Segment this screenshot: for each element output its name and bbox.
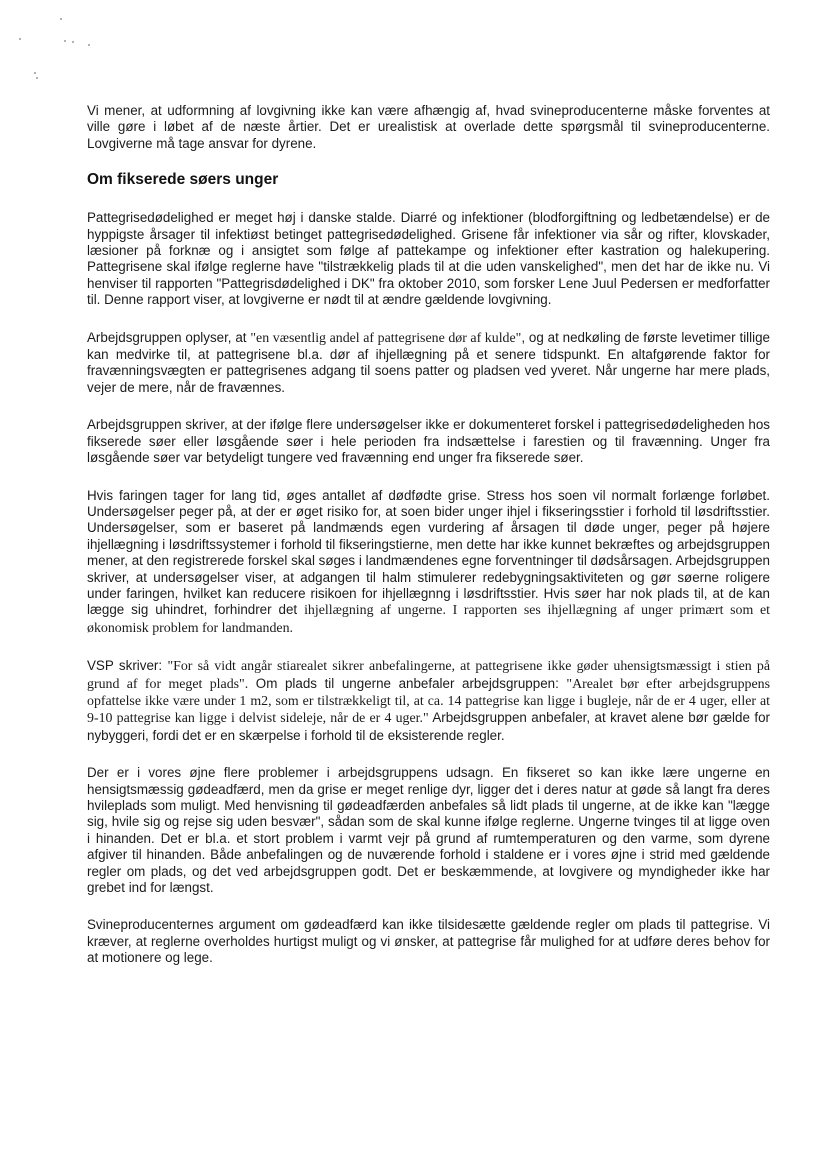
- text-run: Om plads til ungerne anbefaler arbejdsgruppen:: [248, 675, 567, 691]
- text-run: Hvis faringen tager for lang tid, øges antallet af dødfødte grise. Stress hos soen vil normalt forlænge forløbet. Undersøgelser peger på, at der er øget risiko for, at soen bider unger ihjel i fikseringsstier i forhold til løsdriftsstier. Undersøgelser, som er baseret på landmænds egen vurdering af årsagen til døde unger, peger på højere ihjellægning i løsdriftssystemer i forhold til fikseringstierne, men dette har ikke kunnet bekræftes og arbejdsgruppen mener, at den registrerede forskel skal søges i landmændenes egne forventninger til dødsårsagen. Arbejdsgruppen skriver, at undersøgelser viser, at adgangen til halm stimulerer redebygningsaktiviteten og gør søerne roligere under faringen, hvilket kan reducere risikoen for ihjellægnng i løsdriftsstier. Hvis søer har nok plads til, at de kan lægge sig uhindret, forhindrer det: [87, 487, 770, 618]
- quote: "For så vidt angår stiarealet sikrer anbefalingerne, at pattegrisene ikke gøder uhensigtsmæssigt i stien på grund af for meget plads".: [87, 659, 771, 692]
- paragraph-problems: Der er i vores øjne flere problemer i arbejdsgruppens udsagn. En fikseret so kan ikke lære ungerne en hensigtsmæssig gødeadfærd, men da grise er meget renlige dyr, ligger det i deres natur at gøde så langt fra deres hvileplads som muligt. Med henvisning til gødeadfærden anbefales så lidt plads til ungerne, at de ikke kan "lægge sig, hvile sig og rejse sig uden besvær", sådan som de skal kunne ifølge reglerne. Ungerne tvinges til at ligge oven i hinanden. Det er bl.a. et stort problem i varmt vejr på grund af rumtemperaturen og den varme, som dyrene afgiver til hinanden. Både anbefalingen og de nuværende forhold i staldene er i vores øjne i strid med gældende regler om plads, og det ved arbejdsgruppen godt. Det er beskæmmende, at lovgivere og myndigheder ikke har grebet ind for længst.: [87, 765, 770, 896]
- paragraph-farrowing: [87, 488, 770, 638]
- document-body: [87, 103, 770, 967]
- paragraph-mortality-difference: Arbejdsgruppen skriver, at der ifølge flere undersøgelser ikke er dokumenteret forskel i pattegrisedødeligheden hos fikserede søer eller løsgående søer i hele perioden fra indsættelse i farestien og til fravænning. Unger fra løsgående søer var betydeligt tungere ved fravænning end unger fra fikserede søer.: [87, 417, 770, 466]
- quote: "en væsentlig andel af pattegrisene dør af kulde": [250, 330, 522, 346]
- paragraph-vsp: [87, 658, 770, 744]
- text-run: , og at nedkøling de første levetimer tillige kan medvirke til, at pattegrisene bl.a. dør af ihjellægning på et senere tidspunkt. En altafgørende faktor for fravænningsvægten er pattegrisenes adgang til soens patter og pladsen ved yveret. Når ungerne har mere plads, vejer de mere, når de fravænnes.: [87, 329, 770, 395]
- section-heading: Om fikserede søers unger: [87, 171, 279, 189]
- paragraph-mortality: Pattegrisedødelighed er meget høj i danske stalde. Diarré og infektioner (blodforgiftning og ledbetændelse) er de hyppigste årsager til infektiøst betinget pattegrisedødelighed. Grisene får infektioner via sår og rifter, klovskader, læsioner på forknæ og i ansigtet som følge af pattekampe og infektioner efter kastration og halekupering. Pattegrisene skal ifølge reglerne have "tilstrækkelig plads til at die uden vanskelighed", men det har de ikke nu. Vi henviser til rapporten "Pattegrisdødelighed i DK" fra oktober 2010, som forsker Lene Juul Pedersen er medforfatter til. Denne rapport viser, at lovgiverne er nødt til at ændre gældende lovgivning.: [87, 210, 770, 308]
- text-run: VSP skriver:: [87, 658, 168, 674]
- quote: "Arealet bør efter arbejdsgruppens opfattelse ikke være under 1 m2, som er tilstrækkeligt til, at ca. 14 pattegrise kan ligge i bugleje, når de er 4 uger, eller at 9-10 pattegrise kan ligge i delvist sideleje, når de er 4 uger.": [87, 676, 770, 727]
- text-run: Arbejdsgruppen oplyser, at: [87, 329, 251, 345]
- paragraph-cold: [87, 330, 770, 397]
- paragraph-conclusion: Svineproducenternes argument om gødeadfærd kan ikke tilsidesætte gældende regler om plads til pattegrise. Vi kræver, at reglerne overholdes hurtigst muligt og vi ønsker, at pattegrise får mulighed for at udføre deres behov for at motionere og lege.: [87, 917, 770, 966]
- text-run: Arbejdsgruppen anbefaler, at kravet alene bør gælde for nybyggeri, fordi det er en skærpelse i forhold til de eksisterende regler.: [87, 710, 770, 743]
- text-run-serif: ihjellægning af ungerne. I rapporten ses ihjellægning af unger primært som et økonomisk problem for landmanden.: [87, 603, 770, 636]
- paragraph-intro: Vi mener, at udformning af lovgivning ikke kan være afhængig af, hvad svineproducenterne måske forventes at ville gøre i løbet af de næste årtier. Det er urealistisk at overlade dette spørgsmål til svineproducenterne. Lovgiverne må tage ansvar for dyrene.: [87, 103, 770, 151]
